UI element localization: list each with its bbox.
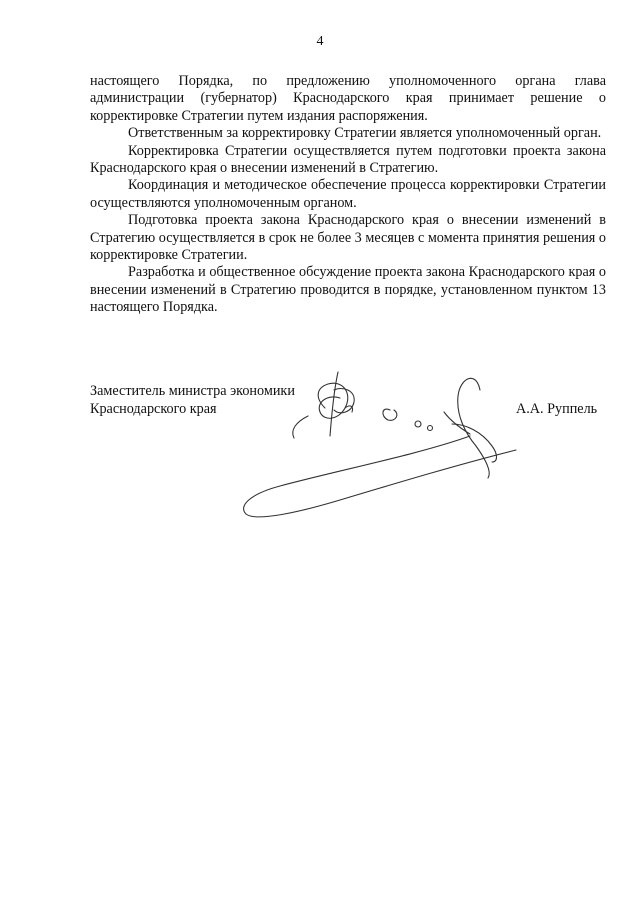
paragraph-2: Ответственным за корректировку Стратегии является уполномоченный орган. bbox=[128, 125, 602, 142]
document-body bbox=[90, 73, 606, 317]
page-number: 4 bbox=[316, 34, 324, 49]
signatory-title-line-2: Краснодарского края bbox=[90, 401, 217, 417]
signatory-name: А.А. Руппель bbox=[516, 401, 598, 417]
signatory-title-line-1: Заместитель министра экономики bbox=[90, 383, 295, 399]
paragraph-6: Разработка и общественное обсуждение проекта закона Краснодарского края о внесении изменений в Стратегию проводится в порядке, установленном пунктом 13 настоящего Порядка. bbox=[90, 264, 606, 316]
paragraph-5: Подготовка проекта закона Краснодарского края о внесении изменений в Стратегию осуществляется в срок не более 3 месяцев с момента принятия решения о корректировке Стратегии. bbox=[90, 212, 606, 264]
paragraph-1: настоящего Порядка, по предложению уполномоченного органа глава администрации (губернатор) Краснодарского края принимает решение о корректировке Стратегии путем издания распоряжения. bbox=[90, 73, 606, 124]
paragraph-4: Координация и методическое обеспечение процесса корректировки Стратегии осуществляются уполномоченным органом. bbox=[90, 177, 606, 211]
handwritten-signature bbox=[230, 350, 530, 525]
paragraph-3: Корректировка Стратегии осуществляется путем подготовки проекта закона Краснодарского края о внесении изменений в Стратегию. bbox=[90, 142, 606, 177]
